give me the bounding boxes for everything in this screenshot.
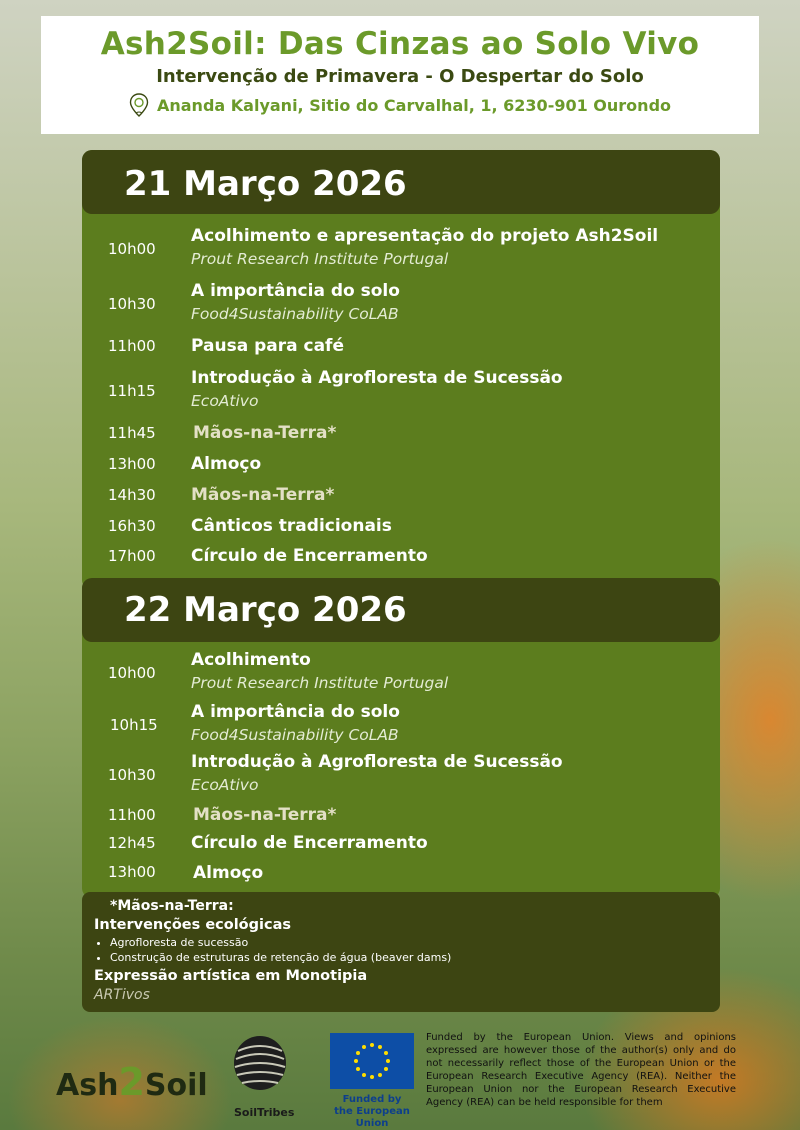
schedule-time: 13h00 <box>108 455 156 473</box>
schedule-organizer: EcoAtivo <box>191 776 259 794</box>
schedule-activity: Introdução à Agrofloresta de Sucessão <box>191 752 563 772</box>
schedule-activity: Mãos-na-Terra* <box>193 423 337 443</box>
day2-date-header <box>82 578 720 642</box>
soiltribes-logo-icon <box>232 1033 288 1097</box>
notes-box <box>82 892 720 1012</box>
schedule-activity: Círculo de Encerramento <box>191 833 428 853</box>
schedule-activity: Acolhimento <box>191 650 311 670</box>
schedule-time: 11h45 <box>108 424 156 442</box>
event-address <box>41 93 759 117</box>
notes-section-artistic: Expressão artística em Monotipia <box>94 968 368 984</box>
day1-date: 21 Março 2026 <box>124 164 407 204</box>
address-text: Ananda Kalyani, Sitio do Carvalhal, 1, 6230-901 Ourondo <box>156 95 672 115</box>
schedule-activity: Acolhimento e apresentação do projeto Ash2Soil <box>191 226 659 246</box>
eu-flag-icon <box>330 1033 414 1089</box>
schedule-time: 10h30 <box>108 295 156 313</box>
event-title: Ash2Soil: Das Cinzas ao Solo Vivo <box>100 26 700 62</box>
notes-bullet-list <box>94 935 708 965</box>
eu-label-line2: the European Union <box>334 1106 410 1129</box>
schedule-activity: A importância do solo <box>191 702 400 722</box>
schedule-activity: Almoço <box>193 863 264 883</box>
notes-section-ecological: Intervenções ecológicas <box>94 917 291 933</box>
eu-disclaimer: Funded by the European Union. Views and opinions expressed are however those of the author(s) only and do not necessarily reflect those of the European Union or the European Research Executive Agency (REA). Neither the European Union nor the European Research Executive Agency (REA) can be held responsible for them <box>426 1032 736 1108</box>
schedule-time: 10h00 <box>108 240 156 258</box>
schedule-organizer: Food4Sustainability CoLAB <box>191 305 399 323</box>
schedule-time: 10h15 <box>110 716 158 734</box>
soiltribes-label: SoilTribes <box>234 1106 295 1119</box>
notes-bullet: • Construção de estruturas de retenção de água (beaver dams) <box>110 950 708 965</box>
schedule-activity: Introdução à Agrofloresta de Sucessão <box>191 368 563 388</box>
notes-organizer: ARTivos <box>94 987 150 1003</box>
schedule-time: 11h15 <box>108 382 156 400</box>
schedule-time: 11h00 <box>108 806 156 824</box>
location-pin-icon <box>129 93 149 117</box>
schedule-organizer: EcoAtivo <box>191 392 259 410</box>
schedule-organizer: Prout Research Institute Portugal <box>191 250 449 268</box>
schedule-time: 10h30 <box>108 766 156 784</box>
ash2soil-logo: Ash2Soil <box>56 1060 208 1104</box>
schedule-activity: Cânticos tradicionais <box>191 516 392 536</box>
day1-date-header <box>82 150 720 214</box>
schedule-time: 14h30 <box>108 486 156 504</box>
schedule-time: 17h00 <box>108 547 156 565</box>
day2-date: 22 Março 2026 <box>124 590 407 630</box>
eu-label-line1: Funded by <box>342 1094 402 1105</box>
schedule-time: 13h00 <box>108 863 156 881</box>
schedule-organizer: Food4Sustainability CoLAB <box>191 726 399 744</box>
eu-funded-label <box>322 1094 422 1130</box>
schedule-organizer: Prout Research Institute Portugal <box>191 674 449 692</box>
schedule-activity: Círculo de Encerramento <box>191 546 428 566</box>
schedule-activity: Mãos-na-Terra* <box>191 485 335 505</box>
eu-stars-icon <box>330 1033 414 1089</box>
schedule-activity: Mãos-na-Terra* <box>193 805 337 825</box>
event-subtitle: Intervenção de Primavera - O Despertar do Solo <box>156 66 644 87</box>
notes-bullet: • Agrofloresta de sucessão <box>110 935 708 950</box>
schedule-activity: Pausa para café <box>191 336 344 356</box>
schedule-activity: Almoço <box>191 454 262 474</box>
schedule-time: 16h30 <box>108 517 156 535</box>
schedule-time: 10h00 <box>108 664 156 682</box>
schedule-activity: A importância do solo <box>191 281 400 301</box>
schedule-time: 12h45 <box>108 834 156 852</box>
event-header <box>41 16 759 134</box>
schedule-time: 11h00 <box>108 337 156 355</box>
notes-title: *Mãos-na-Terra: <box>110 898 234 914</box>
